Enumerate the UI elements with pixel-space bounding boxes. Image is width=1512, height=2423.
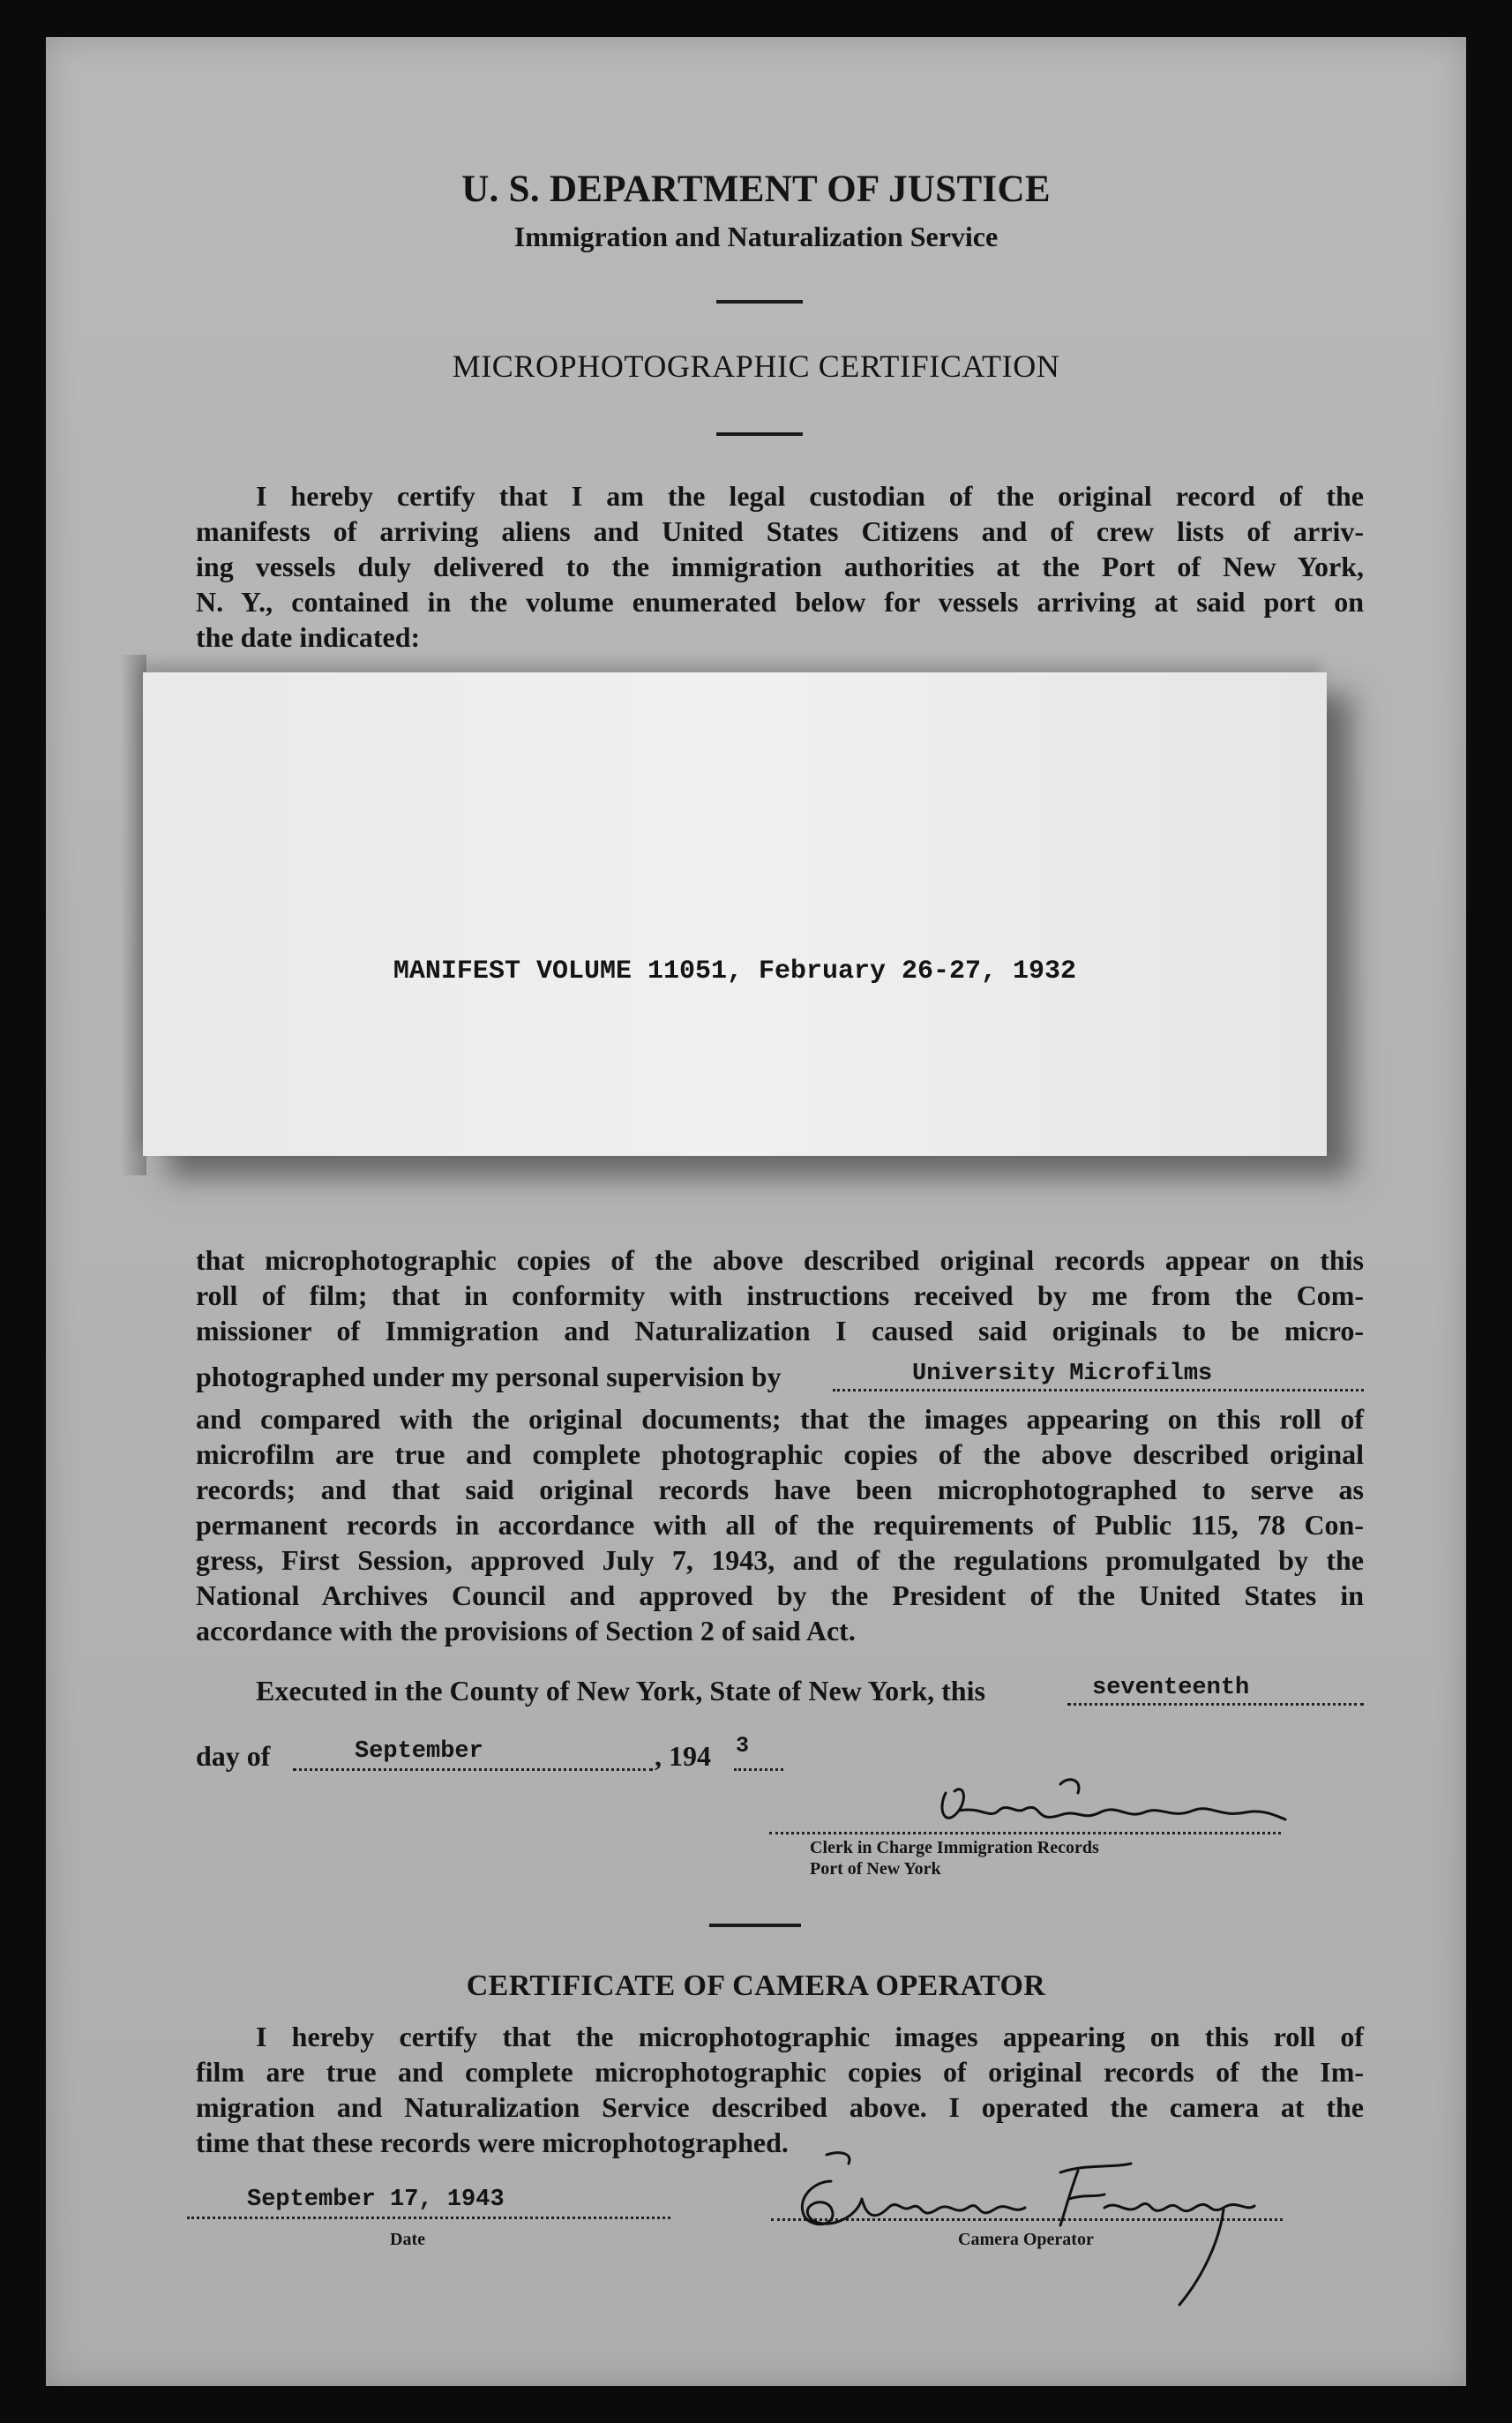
service-subheading: Immigration and Naturalization Service (513, 221, 999, 252)
clerk-title-line2: Port of New York (810, 1859, 941, 1879)
manifest-volume: MANIFEST VOLUME 11051, February 26-27, 1932 (393, 956, 1077, 986)
executed-day-field (1067, 1677, 1364, 1706)
body-line: and compared with the original documents; that the images appearing on this roll of (196, 1403, 1364, 1435)
camera-line: I hereby certify that the microphotographic images appearing on this roll of (256, 2021, 1364, 2052)
body-line: permanent records in accordance with all of the requirements of Public 115, 78 Con- (196, 1509, 1364, 1541)
body-line: microfilm are true and complete photographic copies of the above described original (196, 1438, 1364, 1470)
body-line: roll of film; that in conformity with instructions received by me from the Com- (196, 1279, 1364, 1311)
photographed-by-value: University Microfilms (912, 1361, 1213, 1387)
intro-line: I hereby certify that I am the legal custodian of the original record of the (256, 480, 1364, 512)
year-field (734, 1733, 783, 1771)
date-field (187, 2187, 670, 2219)
clerk-signature (928, 1767, 1290, 1837)
intro-line: the date indicated: (196, 621, 421, 653)
camera-operator-heading: CERTIFICATE OF CAMERA OPERATOR (466, 1969, 1046, 2002)
year-value: 3 (736, 1733, 750, 1759)
camera-line: migration and Naturalization Service described above. I operated the camera at the (196, 2091, 1364, 2123)
photographed-by-prefix: photographed under my personal supervision by (196, 1361, 782, 1392)
body-line: gress, First Session, approved July 7, 1943, and of the regulations promulgated by the (196, 1544, 1364, 1576)
year-prefix: , 194 (655, 1740, 711, 1772)
manifest-slip (143, 672, 1327, 1156)
department-heading: U. S. DEPARTMENT OF JUSTICE (461, 169, 1051, 210)
body-line: records; and that said original records have been microphotographed to serve as (196, 1474, 1364, 1505)
body-line: missioner of Immigration and Naturalization I caused said originals to be micro- (196, 1315, 1364, 1347)
date-value: September 17, 1943 (247, 2187, 505, 2213)
photographed-by-field (833, 1362, 1364, 1392)
month-field (293, 1738, 653, 1771)
executed-day-value: seventeenth (1092, 1675, 1250, 1701)
clerk-title (810, 1837, 1099, 1879)
body-line: accordance with the provisions of Section 2 of said Act. (196, 1615, 856, 1647)
divider (709, 1924, 801, 1927)
intro-line: manifests of arriving aliens and United States Citizens and of crew lists of arriv- (196, 515, 1364, 547)
clerk-title-line1: Clerk in Charge Immigration Records (810, 1838, 1099, 1857)
date-label: Date (390, 2230, 425, 2249)
executed-prefix: Executed in the County of New York, State of New York, this (256, 1675, 985, 1707)
body-line: National Archives Council and approved by the President of the United States in (196, 1579, 1364, 1611)
intro-line: ing vessels duly delivered to the immigration authorities at the Port of New York, (196, 551, 1364, 582)
camera-operator-label: Camera Operator (958, 2230, 1094, 2249)
day-of-label: day of (196, 1740, 271, 1772)
certificate-sheet (46, 37, 1466, 2386)
month-value: September (355, 1738, 483, 1765)
certification-title: MICROPHOTOGRAPHIC CERTIFICATION (452, 349, 1060, 384)
camera-line: time that these records were microphotographed. (196, 2127, 789, 2158)
body-line: that microphotographic copies of the above described original records appear on this (196, 1244, 1364, 1276)
divider (716, 300, 803, 304)
photographed-by-line (196, 1361, 1364, 1396)
intro-line: N. Y., contained in the volume enumerated below for vessels arriving at said port on (196, 586, 1364, 618)
divider (716, 432, 803, 436)
camera-line: film are true and complete microphotographic copies of original records of the Im- (196, 2056, 1364, 2088)
